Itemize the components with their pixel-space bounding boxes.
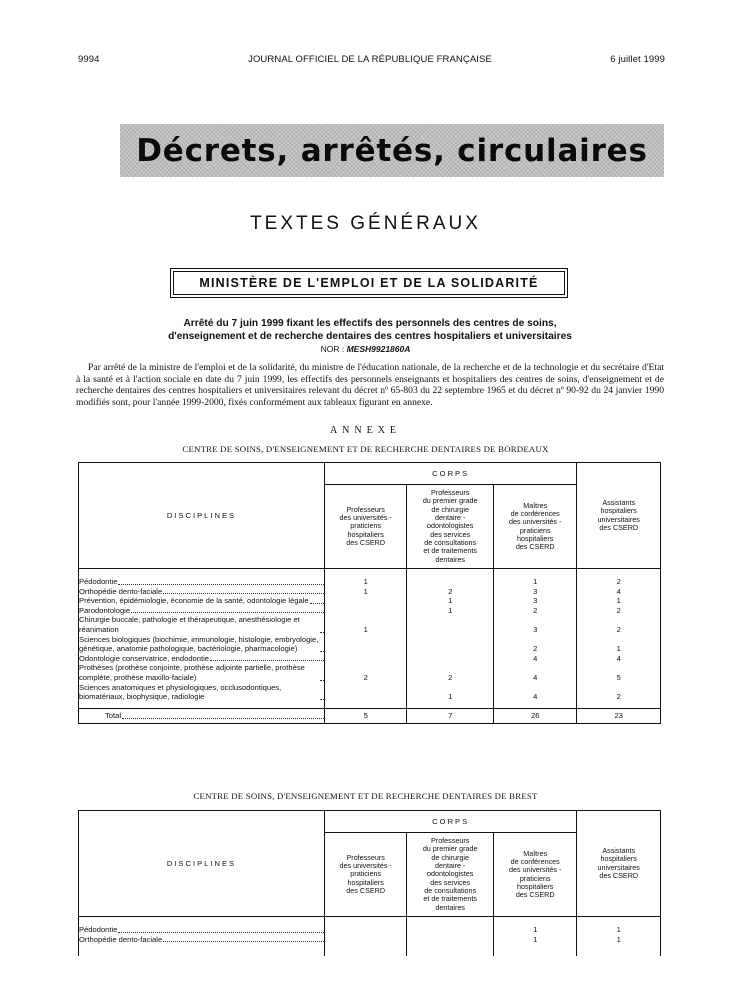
table-row	[79, 663, 661, 682]
header-line: du premier grade	[422, 496, 478, 506]
header-line: universitaires	[597, 862, 640, 872]
header-line: universitaires	[597, 514, 640, 524]
table-row	[79, 615, 661, 634]
header-line: des universités -	[509, 517, 562, 527]
nor-label: NOR :	[320, 344, 345, 354]
value-cell: 1	[577, 925, 661, 935]
discipline-label: Odontologie conservatrice, endodontie	[79, 653, 210, 663]
header-line: du premier grade	[422, 844, 478, 854]
value-cell: 2	[577, 683, 661, 702]
value-cell	[407, 935, 494, 945]
discipline-label: Sciences anatomiques et physiologiques, occlusodontiques, biomatériaux, biophysique, radiologie	[79, 682, 282, 702]
value-cell	[324, 925, 406, 935]
value-cell: 1	[577, 635, 661, 654]
header-line: des CSERD	[599, 522, 639, 532]
header-line: de conférences	[510, 508, 560, 518]
value-cell: 1	[493, 935, 576, 945]
header-line: des CSERD	[599, 870, 639, 880]
header-line: hospitaliers	[347, 877, 384, 887]
discipline-cell	[79, 577, 325, 587]
value-cell: 2	[407, 587, 494, 597]
discipline-label: Prothèses (prothèse conjointe, prothèse adjointe partielle, prothèse complète, prothèse maxillo-faciale)	[79, 663, 305, 682]
value-cell: 1	[407, 606, 494, 616]
table-row	[79, 577, 661, 587]
corps-header: CORPS	[324, 463, 577, 485]
table-row	[79, 606, 661, 616]
discipline-cell	[79, 663, 325, 682]
table-row	[79, 683, 661, 702]
header-line: praticiens	[350, 869, 382, 879]
value-cell: 2	[493, 606, 576, 616]
col1-header	[324, 485, 406, 569]
ministry-name: MINISTÈRE DE L'EMPLOI ET DE LA SOLIDARITÉ	[199, 276, 539, 290]
total-label: Total	[105, 710, 122, 720]
discipline-cell	[79, 587, 325, 597]
discipline-label: Prévention, épidémiologie, économie de la santé, odontologie légale	[79, 596, 309, 606]
value-cell: 1	[324, 577, 406, 587]
col3-header	[493, 485, 576, 569]
header-line: dentaires	[435, 554, 465, 564]
section-title: TEXTES GÉNÉRAUX	[250, 213, 481, 234]
discipline-label: Chirurgie buccale, pathologie et thérapeutique, anesthésiologie et réanimation	[79, 615, 300, 634]
header-line: de chirurgie	[431, 852, 469, 862]
header-line: praticiens	[519, 873, 551, 883]
value-cell: 2	[407, 663, 494, 682]
header-line: des CSERD	[515, 542, 555, 552]
journal-title: JOURNAL OFFICIEL DE LA RÉPUBLIQUE FRANÇAISE	[248, 54, 492, 65]
brest-title: CENTRE DE SOINS, D'ENSEIGNEMENT ET DE RECHERCHE DENTAIRES DE BREST	[193, 791, 538, 801]
discipline-label: Orthopédie dento-faciale	[79, 586, 163, 596]
header-line: des services	[430, 877, 471, 887]
value-cell: 1	[407, 596, 494, 606]
total-col3: 26	[493, 708, 576, 723]
header-line: des universités -	[509, 865, 562, 875]
header-line: des CSERD	[346, 537, 386, 547]
header-line: Assistants	[602, 497, 636, 507]
col3-header	[493, 833, 576, 917]
total-col2: 7	[407, 708, 494, 723]
value-cell: 1	[324, 587, 406, 597]
discipline-label: Pédodontie	[79, 577, 118, 586]
discipline-label: Sciences biologiques (biochimie, immunologie, histologie, embryologie, génétique, anatomie pathologique, bactériologie, pharmacologie)	[79, 634, 319, 654]
value-cell: 2	[577, 606, 661, 616]
annexe-title: ANNEXE	[329, 425, 402, 436]
value-cell: 5	[577, 663, 661, 682]
disciplines-header: DISCIPLINES	[79, 463, 325, 569]
header-line: et de traitements	[423, 894, 477, 904]
value-cell: 1	[577, 935, 661, 945]
header-line: hospitaliers	[517, 881, 554, 891]
header-line: Professeurs	[346, 504, 385, 514]
header-line: hospitaliers	[347, 529, 384, 539]
value-cell: 4	[493, 663, 576, 682]
header-line: de consultations	[424, 885, 477, 895]
header-line: dentaires	[435, 902, 465, 912]
arrete-title	[100, 318, 640, 343]
bordeaux-table	[78, 462, 661, 724]
header-line: praticiens	[350, 521, 382, 531]
bordeaux-total-row	[79, 708, 661, 723]
discipline-label: Orthopédie dento-faciale	[79, 934, 163, 944]
discipline-cell	[79, 606, 325, 616]
discipline-label: Parodontologie	[79, 605, 131, 615]
header-line: des services	[430, 529, 471, 539]
discipline-cell	[79, 925, 325, 935]
header-line: dentaire -	[435, 861, 466, 871]
value-cell: 2	[577, 577, 661, 587]
header-line: praticiens	[519, 525, 551, 535]
table-row	[79, 596, 661, 606]
section-banner	[120, 124, 664, 177]
nor-code: MESH9921860A	[346, 344, 411, 354]
value-cell: 2	[493, 635, 576, 654]
value-cell: 1	[324, 615, 406, 634]
bordeaux-body	[79, 569, 661, 709]
value-cell	[324, 596, 406, 606]
header-line: dentaire -	[435, 513, 466, 523]
value-cell: 1	[407, 683, 494, 702]
value-cell: 3	[493, 615, 576, 634]
col2-header	[407, 833, 494, 917]
brest-body	[79, 917, 661, 957]
header-line: des CSERD	[515, 890, 555, 900]
header-line: Professeurs	[431, 488, 470, 498]
value-cell: 1	[493, 577, 576, 587]
header-line: Assistants	[602, 845, 636, 855]
value-cell: 3	[493, 587, 576, 597]
value-cell	[324, 635, 406, 654]
header-line: des CSERD	[346, 885, 386, 895]
header-line: Maîtres	[523, 848, 548, 858]
discipline-cell	[79, 654, 325, 664]
discipline-cell	[79, 615, 325, 634]
value-cell	[324, 606, 406, 616]
value-cell	[407, 615, 494, 634]
issue-date: 6 juillet 1999	[610, 54, 665, 65]
value-cell	[407, 635, 494, 654]
total-col1: 5	[324, 708, 406, 723]
discipline-label: Pédodontie	[79, 925, 118, 934]
corps-header: CORPS	[324, 811, 577, 833]
arrete-body: Par arrêté de la ministre de l'emploi et de la solidarité, du ministre de l'éducation nationale, de la recherche et de la technologie et du secrétaire d'Etat à la santé et à l'action sociale en date du 7 juin 1999, les effectifs des personnels enseignants et hospitaliers des centres de soins, d'enseignement et de recherche dentaires des centres hospitaliers et universitaires relevant du décret nº 65-803 du 22 septembre 1965 et du décret nº 90-92 du 24 janvier 1990 modifiés sont, pour l'année 1999-2000, fixés conformément aux tableaux figurant en annexe.	[76, 362, 664, 408]
page-number: 9994	[78, 54, 100, 65]
banner-title: Décrets, arrêtés, circulaires	[136, 132, 648, 169]
discipline-cell	[79, 596, 325, 606]
value-cell	[407, 925, 494, 935]
value-cell: 1	[577, 596, 661, 606]
header-line: odontologistes	[427, 869, 474, 879]
col1-header	[324, 833, 406, 917]
header-line: hospitaliers	[600, 854, 637, 864]
col4-header	[577, 463, 661, 569]
value-cell: 4	[493, 683, 576, 702]
discipline-cell	[79, 635, 325, 654]
value-cell: 1	[493, 925, 576, 935]
value-cell	[407, 654, 494, 664]
header-line: Maîtres	[523, 500, 548, 510]
value-cell	[324, 683, 406, 702]
arrete-title-line1: Arrêté du 7 juin 1999 fixant les effectifs des personnels des centres de soins,	[183, 318, 557, 329]
disciplines-header: DISCIPLINES	[79, 811, 325, 917]
header-line: hospitaliers	[600, 506, 637, 516]
brest-table	[78, 810, 661, 956]
header-line: hospitaliers	[517, 533, 554, 543]
table-row	[79, 635, 661, 654]
table-row	[79, 925, 661, 935]
value-cell	[324, 654, 406, 664]
col4-header	[577, 811, 661, 917]
arrete-title-line2: d'enseignement et de recherche dentaires des centres hospitaliers et universitaires	[168, 330, 572, 342]
header-line: des universités -	[339, 861, 392, 871]
value-cell: 4	[577, 587, 661, 597]
value-cell: 2	[577, 615, 661, 634]
value-cell	[407, 577, 494, 587]
header-line: des universités -	[339, 513, 392, 523]
value-cell: 4	[493, 654, 576, 664]
header-line: Professeurs	[431, 836, 470, 846]
discipline-cell	[79, 935, 325, 945]
bordeaux-title: CENTRE DE SOINS, D'ENSEIGNEMENT ET DE RECHERCHE DENTAIRES DE BORDEAUX	[182, 444, 549, 454]
header-line: de chirurgie	[431, 504, 469, 514]
ministry-box	[170, 268, 568, 298]
header-line: et de traitements	[423, 546, 477, 556]
value-cell: 2	[324, 663, 406, 682]
discipline-cell	[79, 683, 325, 702]
value-cell: 4	[577, 654, 661, 664]
value-cell: 3	[493, 596, 576, 606]
header-line: de conférences	[510, 856, 560, 866]
header-line: odontologistes	[427, 521, 474, 531]
value-cell	[324, 935, 406, 945]
table-row	[79, 587, 661, 597]
header-line: de consultations	[424, 537, 477, 547]
table-row	[79, 935, 661, 945]
col2-header	[407, 485, 494, 569]
nor-reference	[0, 344, 731, 354]
total-col4: 23	[577, 708, 661, 723]
header-line: Professeurs	[346, 852, 385, 862]
table-row	[79, 654, 661, 664]
